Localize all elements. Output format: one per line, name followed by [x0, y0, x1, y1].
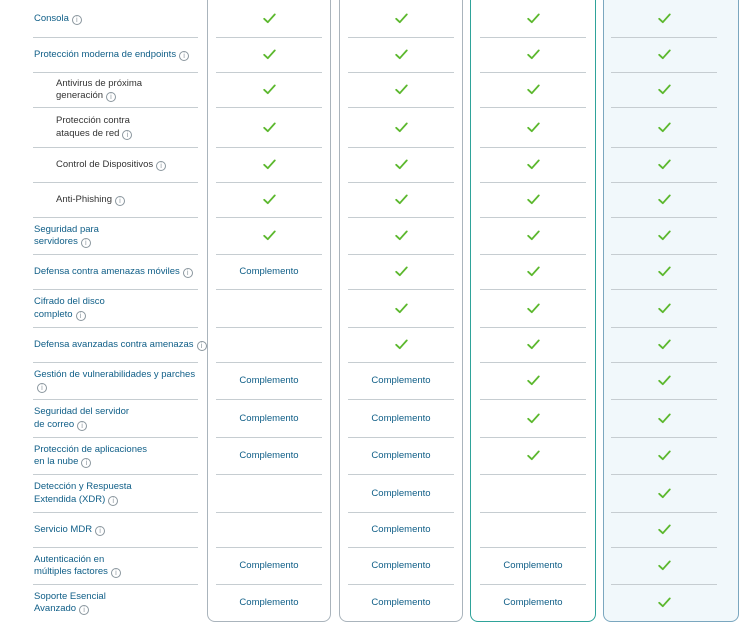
addon-label: Complemento: [503, 560, 563, 571]
addon-label: Complemento: [371, 560, 431, 571]
feature-label: [56, 78, 142, 103]
plan-1-cell: [216, 437, 322, 474]
check-icon: [263, 159, 276, 170]
check-icon: [527, 13, 540, 24]
check-icon: [395, 159, 408, 170]
addon-label: Complemento: [371, 412, 431, 424]
plan-1-cell: [216, 217, 322, 254]
plan-3-cell: [480, 437, 586, 474]
plan-1-cell: [216, 362, 322, 399]
check-icon: [658, 450, 671, 461]
info-icon[interactable]: i: [72, 15, 82, 25]
feature-row: [0, 182, 748, 217]
plan-3-cell: [480, 72, 586, 107]
feature-label: [56, 194, 125, 207]
info-icon[interactable]: i: [111, 568, 121, 578]
feature-label: [56, 159, 166, 172]
check-icon: [658, 13, 671, 24]
plan-2-cell: [348, 107, 454, 147]
plan-4-cell: [611, 327, 717, 362]
info-icon[interactable]: i: [76, 311, 86, 321]
check-icon: [658, 194, 671, 205]
addon-label: Complemento: [239, 375, 299, 386]
check-icon: [263, 122, 276, 133]
feature-row: [0, 37, 748, 72]
check-icon: [658, 488, 671, 499]
plan-2-cell: [348, 327, 454, 362]
plan-3-cell: [480, 107, 586, 147]
plan-4-cell: [611, 547, 717, 584]
plan-1-cell: [216, 512, 322, 547]
info-icon[interactable]: i: [197, 341, 207, 351]
feature-row: [0, 217, 748, 254]
plan-1-cell: [216, 547, 322, 584]
feature-label: [34, 339, 207, 352]
feature-row: [0, 0, 748, 37]
info-icon[interactable]: i: [79, 605, 89, 615]
check-icon: [527, 266, 540, 277]
check-icon: [395, 266, 408, 277]
plan-4-cell: [611, 474, 717, 512]
feature-label-line1: Detección y Respuesta: [34, 481, 132, 492]
plan-3-cell: [480, 362, 586, 399]
info-icon[interactable]: i: [156, 161, 166, 171]
plan-3-cell: [480, 182, 586, 217]
check-icon: [658, 524, 671, 535]
info-icon[interactable]: i: [115, 196, 125, 206]
check-icon: [527, 49, 540, 60]
feature-label-line1: Seguridad para: [34, 223, 99, 235]
addon-label: Complemento: [503, 597, 563, 608]
plan-4-cell: [611, 147, 717, 182]
feature-row: [0, 584, 748, 621]
check-icon: [527, 230, 540, 241]
feature-label-text: Protección moderna de endpoints: [34, 48, 177, 60]
feature-label-line2: generación: [56, 90, 104, 101]
check-icon: [658, 413, 671, 424]
feature-label-line2: ataques de red: [56, 127, 120, 139]
feature-label: [34, 554, 121, 579]
plan-4-cell: [611, 254, 717, 289]
feature-label-line2: de correo: [34, 418, 75, 430]
plan-4-cell: [611, 399, 717, 437]
check-icon: [395, 303, 408, 314]
plan-4-cell: [611, 182, 717, 217]
plan-4-cell: [611, 72, 717, 107]
check-icon: [263, 230, 276, 241]
feature-label-line2: en la nube: [34, 456, 79, 467]
feature-row: [0, 512, 748, 547]
check-icon: [527, 339, 540, 350]
addon-label: Complemento: [371, 524, 431, 535]
info-icon[interactable]: i: [108, 496, 118, 506]
plan-4-cell: [611, 37, 717, 72]
info-icon[interactable]: i: [77, 421, 87, 431]
feature-row: [0, 474, 748, 512]
addon-label: Complemento: [239, 266, 299, 277]
plan-3-cell: [480, 37, 586, 72]
feature-label: [34, 13, 82, 26]
plan-4-cell: [611, 0, 717, 37]
check-icon: [527, 375, 540, 386]
plan-1-cell: [216, 254, 322, 289]
feature-label-text: Defensa contra amenazas móviles: [34, 265, 180, 277]
plan-2-cell: [348, 147, 454, 182]
check-icon: [658, 266, 671, 277]
check-icon: [527, 122, 540, 133]
check-icon: [527, 159, 540, 170]
plan-4-cell: [611, 107, 717, 147]
plan-2-cell: [348, 0, 454, 37]
addon-label: Complemento: [371, 487, 431, 499]
plan-2-cell: [348, 437, 454, 474]
addon-label: Complemento: [239, 597, 299, 608]
check-icon: [658, 375, 671, 386]
plan-1-cell: [216, 182, 322, 217]
info-icon[interactable]: i: [183, 268, 193, 278]
check-icon: [263, 13, 276, 24]
check-icon: [658, 339, 671, 350]
info-icon[interactable]: i: [106, 92, 116, 102]
check-icon: [527, 194, 540, 205]
feature-label: [34, 481, 132, 506]
plan-1-cell: [216, 584, 322, 621]
info-icon[interactable]: i: [122, 130, 132, 140]
feature-label-line1: Gestión de vulnerabilidades y parches: [34, 368, 196, 380]
feature-row: [0, 362, 748, 399]
check-icon: [395, 84, 408, 95]
plan-1-cell: [216, 0, 322, 37]
feature-label-text: Control de Dispositivos: [56, 158, 154, 170]
feature-row: [0, 399, 748, 437]
plan-1-cell: [216, 72, 322, 107]
check-icon: [658, 49, 671, 60]
feature-label: [34, 266, 193, 279]
feature-label-line2: Avanzado: [34, 603, 77, 614]
feature-row: [0, 289, 748, 327]
feature-label-line1: Antivirus de próxima: [56, 77, 143, 89]
plan-3-cell: [480, 399, 586, 437]
feature-label-line2: múltiples factores: [34, 566, 108, 577]
plan-1-cell: [216, 107, 322, 147]
feature-label-line1: Protección contra: [56, 115, 130, 126]
feature-label-line1: Protección de aplicaciones: [34, 443, 148, 455]
plan-1-cell: [216, 289, 322, 327]
check-icon: [395, 49, 408, 60]
plan-3-cell: [480, 254, 586, 289]
addon-label: Complemento: [239, 450, 299, 461]
check-icon: [658, 597, 671, 608]
plan-1-cell: [216, 474, 322, 512]
addon-label: Complemento: [371, 375, 431, 386]
addon-label: Complemento: [371, 597, 431, 608]
feature-row: [0, 107, 748, 147]
feature-label-text: Servicio MDR: [34, 523, 93, 535]
plan-2-cell: [348, 72, 454, 107]
check-icon: [658, 560, 671, 571]
check-icon: [527, 303, 540, 314]
feature-row: [0, 327, 748, 362]
plan-1-cell: [216, 37, 322, 72]
plan-1-cell: [216, 327, 322, 362]
info-icon[interactable]: i: [81, 458, 91, 468]
addon-label: Complemento: [239, 560, 299, 571]
plan-2-cell: [348, 182, 454, 217]
check-icon: [527, 450, 540, 461]
feature-label: [34, 369, 195, 394]
plan-2-cell: [348, 362, 454, 399]
feature-label-line1: Soporte Esencial: [34, 590, 106, 602]
check-icon: [263, 194, 276, 205]
check-icon: [658, 159, 671, 170]
plan-3-cell: [480, 327, 586, 362]
feature-row: [0, 147, 748, 182]
check-icon: [527, 413, 540, 424]
check-icon: [395, 13, 408, 24]
feature-label-text: Anti-Phishing: [56, 193, 112, 205]
feature-label: [34, 444, 147, 469]
feature-label-text: Consola: [34, 12, 69, 24]
info-icon[interactable]: i: [81, 238, 91, 248]
plan-3-cell: [480, 547, 586, 584]
plan-3-cell: [480, 289, 586, 327]
feature-label-line2: servidores: [34, 236, 78, 247]
check-icon: [658, 84, 671, 95]
plan-3-cell: [480, 512, 586, 547]
feature-label: [34, 49, 189, 62]
feature-row: [0, 254, 748, 289]
info-icon[interactable]: i: [95, 526, 105, 536]
feature-label: [34, 224, 99, 249]
feature-label-line1: Seguridad del servidor: [34, 406, 130, 417]
plan-4-cell: [611, 362, 717, 399]
plan-2-cell: [348, 474, 454, 512]
check-icon: [658, 303, 671, 314]
info-icon[interactable]: i: [179, 51, 189, 61]
feature-row: [0, 547, 748, 584]
feature-label-text: Defensa avanzadas contra amenazas: [34, 338, 194, 350]
plan-3-cell: [480, 147, 586, 182]
plan-1-cell: [216, 399, 322, 437]
plan-2-cell: [348, 289, 454, 327]
feature-row: [0, 437, 748, 474]
plan-3-cell: [480, 474, 586, 512]
check-icon: [263, 84, 276, 95]
plan-2-cell: [348, 512, 454, 547]
plan-4-cell: [611, 437, 717, 474]
info-icon[interactable]: i: [37, 383, 47, 393]
plan-2-cell: [348, 547, 454, 584]
feature-label-line2: Extendida (XDR): [34, 493, 106, 505]
feature-label-line1: Autenticación en: [34, 553, 105, 565]
plan-2-cell: [348, 254, 454, 289]
feature-label: [34, 524, 105, 537]
feature-label: [34, 296, 105, 321]
feature-label: [34, 591, 106, 616]
check-icon: [658, 122, 671, 133]
check-icon: [395, 339, 408, 350]
check-icon: [527, 84, 540, 95]
feature-label-line1: Cifrado del disco: [34, 296, 105, 307]
plan-4-cell: [611, 512, 717, 547]
feature-row: [0, 72, 748, 107]
feature-label: [34, 406, 129, 431]
feature-label-line2: completo: [34, 308, 73, 320]
check-icon: [263, 49, 276, 60]
plan-1-cell: [216, 147, 322, 182]
plan-2-cell: [348, 37, 454, 72]
plan-2-cell: [348, 217, 454, 254]
addon-label: Complemento: [371, 450, 431, 461]
check-icon: [395, 230, 408, 241]
check-icon: [395, 122, 408, 133]
plan-2-cell: [348, 584, 454, 621]
plan-3-cell: [480, 584, 586, 621]
plan-3-cell: [480, 217, 586, 254]
plan-4-cell: [611, 584, 717, 621]
check-icon: [658, 230, 671, 241]
plan-3-cell: [480, 0, 586, 37]
plan-4-cell: [611, 289, 717, 327]
feature-label: [56, 115, 132, 140]
addon-label: Complemento: [239, 412, 299, 424]
check-icon: [395, 194, 408, 205]
plan-4-cell: [611, 217, 717, 254]
plan-2-cell: [348, 399, 454, 437]
